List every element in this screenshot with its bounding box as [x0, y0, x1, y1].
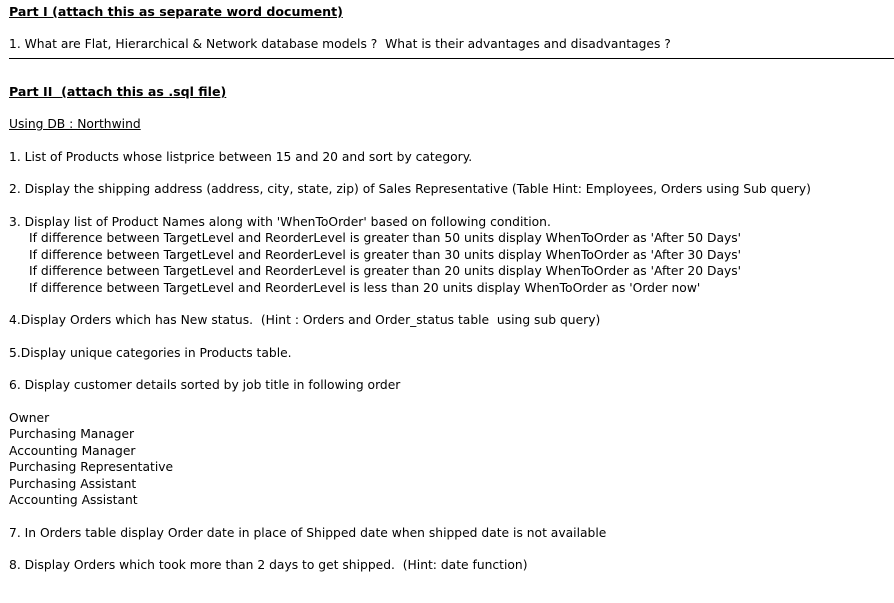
job-title-item: Purchasing Assistant [9, 477, 137, 491]
part2-heading: Part II (attach this as .sql file) [9, 84, 227, 99]
condition-item: If difference between TargetLevel and ReorderLevel is less than 20 units display WhenToOrder as 'Order now' [29, 281, 701, 295]
job-title-item: Accounting Manager [9, 444, 136, 458]
condition-item: If difference between TargetLevel and ReorderLevel is greater than 30 units display WhenToOrder as 'After 30 Days' [29, 248, 742, 262]
database-line: Using DB : Northwind [9, 117, 141, 131]
part2-question-4: 4.Display Orders which has New status. (Hint : Orders and Order_status table using sub query) [9, 313, 601, 327]
part1-heading: Part I (attach this as separate word document) [9, 4, 343, 19]
job-title-item: Purchasing Manager [9, 427, 135, 441]
job-title-item: Purchasing Representative [9, 460, 174, 474]
part2-question-6: 6. Display customer details sorted by job title in following order [9, 378, 401, 392]
condition-item: If difference between TargetLevel and ReorderLevel is greater than 20 units display WhenToOrder as 'After 20 Days' [29, 264, 742, 278]
part2-question-3: 3. Display list of Product Names along with 'WhenToOrder' based on following condition. [9, 215, 551, 229]
job-title-item: Owner [9, 411, 50, 425]
condition-item: If difference between TargetLevel and ReorderLevel is greater than 50 units display WhenToOrder as 'After 50 Days' [29, 231, 742, 245]
part2-question-7: 7. In Orders table display Order date in place of Shipped date when shipped date is not available [9, 526, 607, 540]
part2-question-1: 1. List of Products whose listprice between 15 and 20 and sort by category. [9, 150, 473, 164]
job-title-item: Accounting Assistant [9, 493, 138, 507]
part2-question-2: 2. Display the shipping address (address, city, state, zip) of Sales Representative (Table Hint: Employees, Orders using Sub query) [9, 182, 811, 196]
section-divider [9, 58, 894, 59]
part2-question-8: 8. Display Orders which took more than 2 days to get shipped. (Hint: date function) [9, 558, 528, 572]
part1-question-1: 1. What are Flat, Hierarchical & Network database models ? What is their advantages and disadvantages ? [9, 37, 671, 51]
part2-question-5: 5.Display unique categories in Products table. [9, 346, 292, 360]
